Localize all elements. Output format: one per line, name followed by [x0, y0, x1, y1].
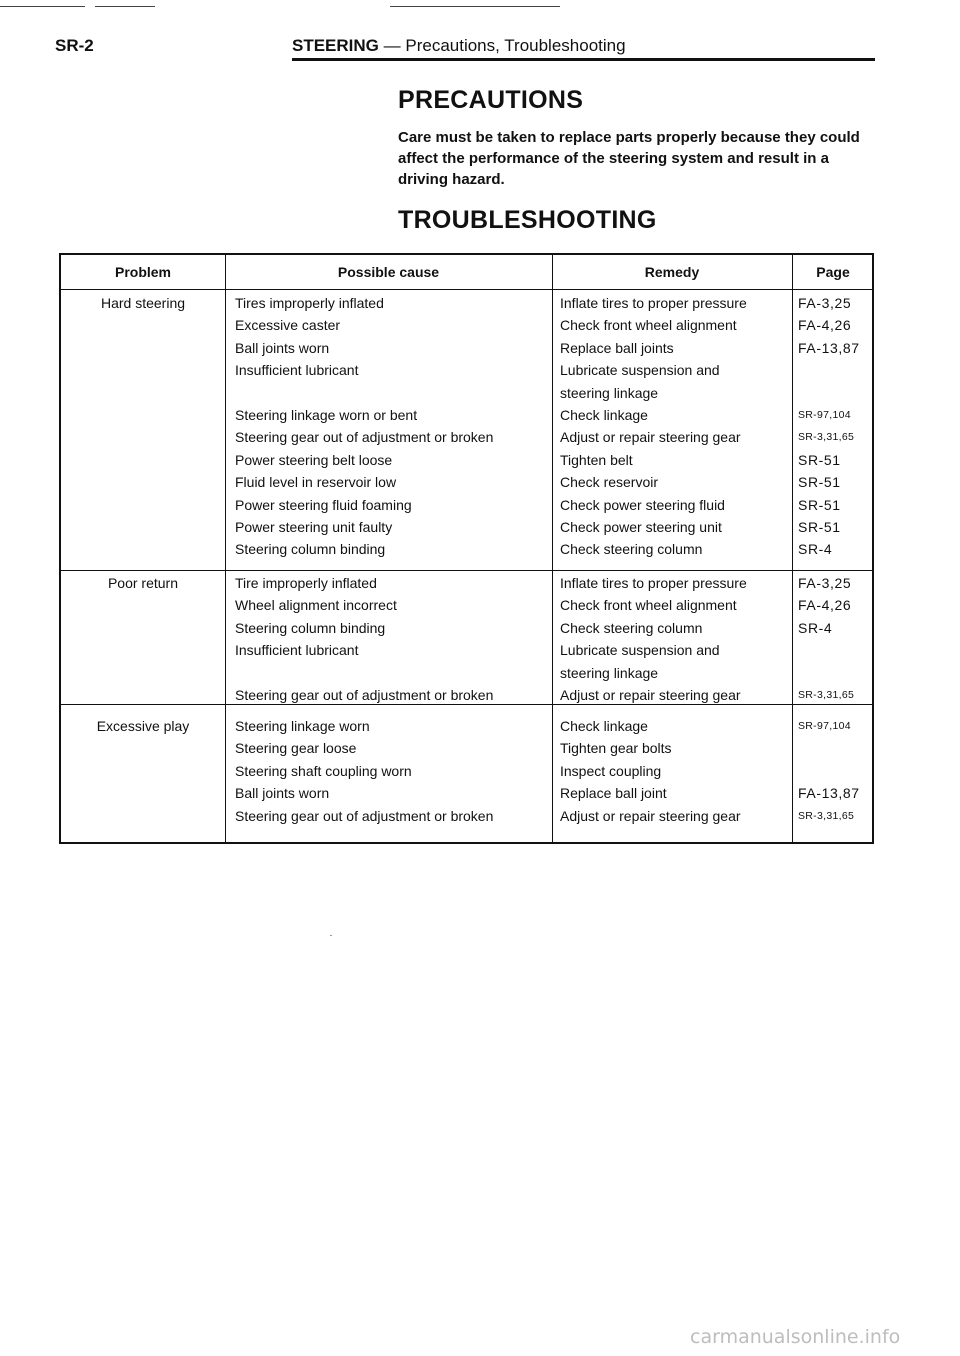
cause-cell: Fluid level in reservoir low: [235, 474, 397, 491]
remedy-cell: Tighten belt: [560, 451, 633, 468]
remedy-cell: Check reservoir: [560, 474, 659, 491]
cause-cell: Power steering fluid foaming: [235, 496, 412, 513]
header-remedy: Remedy: [644, 264, 700, 280]
remedy-cell: Check steering column: [560, 619, 703, 636]
remedy-cell: Check linkage: [560, 407, 648, 423]
troubleshooting-table: [59, 253, 874, 844]
remedy-cell: Inspect coupling: [560, 762, 662, 779]
problem-label: Poor return: [107, 575, 179, 591]
remedy-cell: Lubricate suspension and: [560, 362, 720, 379]
cause-cell: Steering linkage worn: [235, 718, 370, 734]
column-divider: [552, 255, 553, 842]
precautions-text: Care must be taken to replace parts properly because they could affect the performance of the steering system and result in a driving hazard.: [398, 129, 860, 188]
cause-cell: Steering column binding: [235, 619, 386, 636]
remedy-cell: Check power steering unit: [560, 519, 722, 535]
troubleshooting-heading: TROUBLESHOOTING: [398, 206, 657, 234]
scan-edge-line: [0, 6, 85, 7]
remedy-cell: Adjust or repair steering gear: [560, 807, 741, 824]
page-ref-cell: FA-4,26: [798, 317, 852, 334]
page-ref-cell: SR-51: [798, 496, 841, 513]
page-ref-cell: SR-4: [798, 541, 833, 558]
page-ref-cell: SR-97,104: [798, 720, 851, 732]
cause-cell: Wheel alignment incorrect: [235, 597, 397, 614]
running-header: [292, 36, 626, 56]
remedy-cell: Adjust or repair steering gear: [560, 687, 741, 703]
page-ref-cell: FA-3,25: [798, 575, 852, 591]
remedy-cell: Lubricate suspension and: [560, 642, 720, 659]
watermark: carmanualsonline.info: [690, 1326, 901, 1348]
cause-cell: Steering gear out of adjustment or broken: [235, 807, 494, 824]
header-page: Page: [816, 264, 850, 280]
remedy-cell: Tighten gear bolts: [560, 740, 672, 757]
page-ref-cell: SR-51: [798, 519, 841, 535]
cause-cell: Steering gear out of adjustment or broken: [235, 687, 494, 703]
section-title: STEERING: [292, 36, 379, 55]
scan-edge-line: [95, 6, 155, 7]
cause-cell: Steering linkage worn or bent: [235, 407, 418, 423]
remedy-cell: steering linkage: [560, 664, 659, 681]
page-ref-cell: SR-51: [798, 474, 841, 491]
cause-cell: Power steering belt loose: [235, 451, 393, 468]
cause-cell: Excessive caster: [235, 317, 341, 334]
page-ref-cell: SR-4: [798, 619, 833, 636]
page-ref-cell: SR-97,104: [798, 409, 851, 421]
problem-label: Excessive play: [96, 718, 190, 734]
page-ref-cell: FA-3,25: [798, 295, 852, 311]
section-divider: [61, 570, 872, 571]
page-ref-cell: FA-13,87: [798, 339, 860, 356]
remedy-cell: Check steering column: [560, 541, 703, 558]
remedy-cell: Inflate tires to proper pressure: [560, 295, 747, 311]
table-header-row: [61, 255, 872, 289]
page-number: SR-2: [55, 36, 94, 55]
header-rule: [292, 58, 875, 61]
cause-cell: Tires improperly inflated: [235, 295, 384, 311]
header-problem: Problem: [114, 264, 171, 280]
page-ref-cell: FA-13,87: [798, 785, 860, 802]
remedy-cell: Replace ball joints: [560, 339, 674, 356]
remedy-cell: Check front wheel alignment: [560, 317, 737, 334]
cause-cell: Steering gear out of adjustment or broken: [235, 429, 494, 446]
page-ref-cell: SR-3,31,65: [798, 809, 855, 822]
cause-cell: Tire improperly inflated: [235, 575, 377, 591]
column-divider: [792, 255, 793, 842]
scan-edge-line: [390, 6, 560, 7]
page-ref-cell: SR-3,31,65: [798, 689, 855, 701]
header-divider: [61, 289, 872, 290]
remedy-cell: Check linkage: [560, 718, 648, 734]
scan-mark: [330, 935, 332, 936]
remedy-cell: Adjust or repair steering gear: [560, 429, 741, 446]
section-divider: [61, 704, 872, 705]
remedy-cell: Replace ball joint: [560, 785, 667, 802]
precautions-heading: PRECAUTIONS: [398, 86, 584, 114]
cause-cell: Insufficient lubricant: [235, 362, 359, 379]
section-subtitle: — Precautions, Troubleshooting: [383, 36, 626, 55]
page-ref-cell: FA-4,26: [798, 597, 852, 614]
header-possible-cause: Possible cause: [337, 264, 440, 280]
cause-cell: Steering column binding: [235, 541, 386, 558]
problem-label: Hard steering: [100, 295, 186, 311]
remedy-cell: steering linkage: [560, 384, 659, 401]
cause-cell: Ball joints worn: [235, 339, 330, 356]
cause-cell: Steering gear loose: [235, 740, 357, 757]
cause-cell: Insufficient lubricant: [235, 642, 359, 659]
remedy-cell: Check front wheel alignment: [560, 597, 737, 614]
cause-cell: Steering shaft coupling worn: [235, 762, 412, 779]
column-divider: [225, 255, 226, 842]
cause-cell: Ball joints worn: [235, 785, 330, 802]
page-ref-cell: SR-51: [798, 451, 841, 468]
remedy-cell: Check power steering fluid: [560, 496, 725, 513]
cause-cell: Power steering unit faulty: [235, 519, 393, 535]
page-ref-cell: SR-3,31,65: [798, 431, 855, 444]
remedy-cell: Inflate tires to proper pressure: [560, 575, 747, 591]
